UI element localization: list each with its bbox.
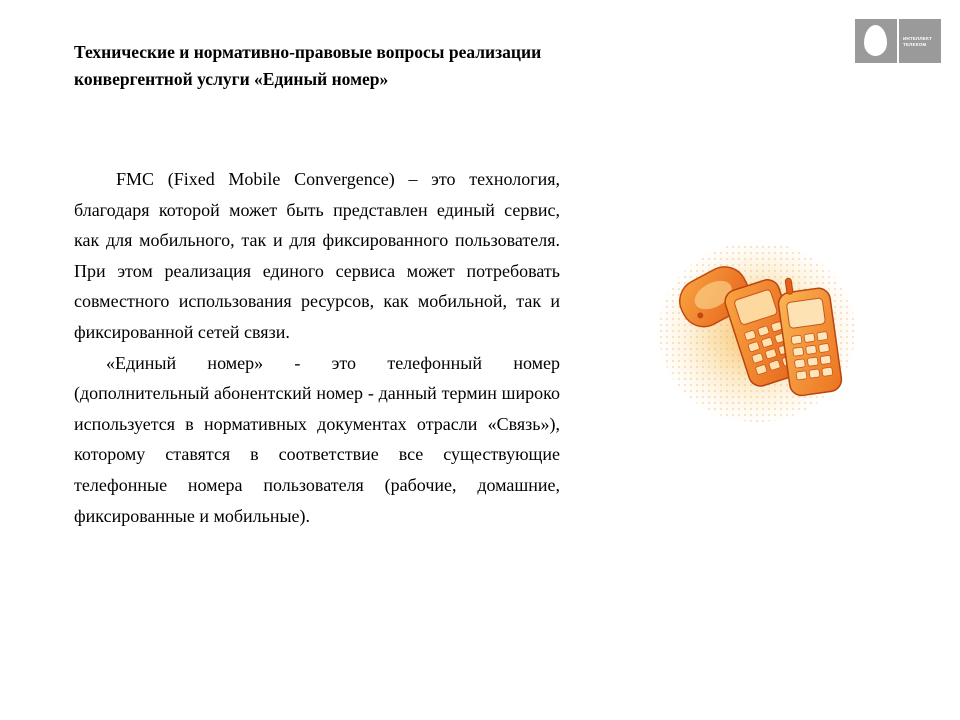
body-text [74, 164, 560, 531]
slide-title-line-2: конвергентной услуги «Единый номер» [74, 69, 389, 89]
logo-text-line-1: ИНТЕЛЛЕКТ [903, 36, 932, 41]
egg-icon [864, 25, 887, 56]
logo-egg-box [855, 19, 897, 63]
slide-title-line-1: Технические и нормативно-правовые вопросы реализации [74, 42, 542, 62]
slide-title [74, 39, 714, 93]
mobile-phones-illustration [652, 232, 874, 432]
company-logo [855, 19, 941, 63]
logo-text-box [899, 19, 941, 63]
paragraph-fmc-definition: FMC (Fixed Mobile Convergence) – это технология, благодаря которой может быть представлен единый сервис, как для мобильного, так и для фиксированного пользователя. При этом реализация единого сервиса может потребовать совместного использования ресурсов, как мобильной, так и фиксированной сетей связи. [74, 169, 560, 342]
paragraph-single-number-definition: «Единый номер» - это телефонный номер (дополнительный абонентский номер - данный термин широко используется в нормативных документах отрасли «Связь»), которому ставятся в соответствие все существующие телефонные номера пользователя (рабочие, домашние, фиксированные и мобильные). [74, 352, 560, 526]
logo-text-line-2: ТЕЛЕКОМ [903, 41, 927, 47]
logo-text [903, 36, 932, 47]
